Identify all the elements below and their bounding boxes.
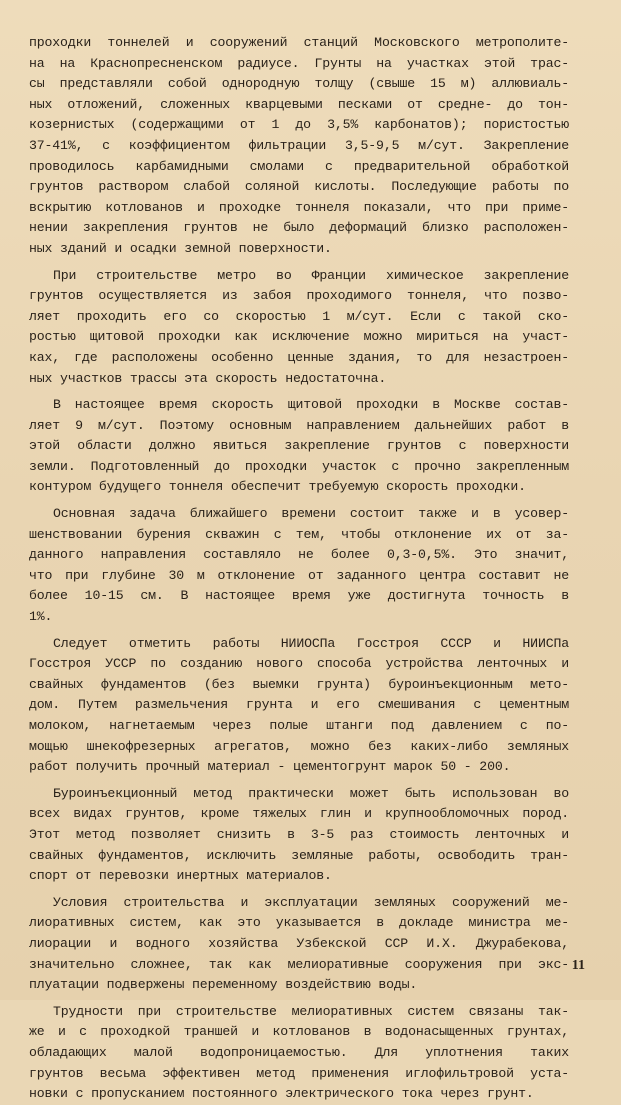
paragraph [29,266,569,390]
text-line: вскрытию котлованов и проходке тоннеля показали, что при приме- [29,199,569,215]
text-line: обладающих малой водопроницаемостью. Для уплотнения таких [29,1044,569,1060]
text-line: Условия строительства и эксплуатации земляных сооружений ме- [53,894,569,910]
text-line: данного направления составляло не более 0,3-0,5%. Это значит, [29,547,569,563]
text-line: Трудности при строительстве мелиоративных систем связаны так- [53,1003,569,1019]
page-number: 11 [571,958,585,973]
text-column [29,33,569,1105]
text-line: свайных фундаментов (без выемки грунта) буроинъекционным мето- [29,676,569,692]
text-line: на на Краснопресненском радиусе. Грунты на участках этой трас- [29,55,569,71]
paragraph [29,395,569,498]
text-line: ных отложений, сложенных кварцевыми песками от средне- до тон- [29,96,569,112]
text-line: земли. Подготовленный до проходки участок с прочно закрепленным [29,458,569,474]
text-line: значительно сложнее, так как мелиоративные сооружения при экс- [29,956,569,972]
text-line: ляет проходить его со скоростью 1 м/сут. Если с такой ско- [29,308,569,324]
text-line: спорт от перевозки инертных материалов. [29,868,332,884]
paragraph [29,1002,569,1105]
text-line: Основная задача ближайшего времени состоит также и в усовер- [53,506,569,522]
text-line: сы представляли собой однородную толщу (свыше 15 м) аллювиаль- [29,76,569,92]
text-line: новки с пропусканием постоянного электрического тока через грунт. [29,1086,534,1102]
paragraph [29,634,569,778]
paragraph [29,33,569,260]
text-line: шенствовании бурения скважин с тем, чтобы отклонение их от за- [29,526,569,542]
text-line: молоком, нагнетаемым через полые штанги под давлением с по- [29,718,569,733]
text-line: При строительстве метро во Франции химическое закрепление [53,267,569,283]
text-line: нении закрепления грунтов не было деформаций близко расположен- [29,220,569,236]
text-line: проходки тоннелей и сооружений станций Московского метрополите- [29,35,569,50]
text-line: 37-41%, с коэффициентом фильтрации 3,5-9,5 м/сут. Закрепление [29,137,569,153]
text-line: ных участков трассы эта скорость недостаточна. [29,370,387,386]
text-line: дом. Путем размельчения грунта и его смешивания с цементным [29,697,569,713]
text-line: 1%. [29,609,53,625]
text-line: более 10-15 см. В настоящее время уже достигнута точность в [29,588,569,604]
text-line: Этот метод позволяет снизить в 3-5 раз стоимость ленточных и [29,826,569,842]
text-line: же и с проходкой траншей и котлованов в водонасыщенных грунтах, [29,1024,569,1040]
text-line: этой области должно явиться закрепление грунтов с поверхности [29,438,569,454]
text-line: Следует отметить работы НИИОСПа Госстроя СССР и НИИСПа [53,635,569,651]
text-line: работ получить прочный материал - цементогрунт марок 50 - 200. [29,759,511,775]
text-line: плуатации подвержены переменному воздействию воды. [29,977,418,993]
text-line: ляет 9 м/сут. Поэтому основным направлением дальнейших работ в [29,417,569,433]
text-line: козернистых (содержащими от 1 до 3,5% карбонатов); пористостью [29,117,569,133]
text-line: что при глубине 30 м отклонение от заданного центра составит не [29,567,569,583]
text-line: Госстроя УССР по созданию нового способа устройства ленточных и [29,656,569,672]
paragraph [29,504,569,628]
paragraph [29,893,569,996]
text-line: Буроинъекционный метод практически может быть использован во [53,785,569,801]
text-line: В настоящее время скорость щитовой проходки в Москве состав- [53,397,569,413]
text-line: всех видах грунтов, кроме тяжелых глин и крупнообломочных пород. [29,806,569,822]
text-line: грунтов осуществляется из забоя проходимого тоннеля, что позво- [29,288,569,304]
text-line: грунтов весьма эффективен метод применения иглофильтровой уста- [29,1065,569,1081]
text-line: лиоративных систем, как это указывается в докладе министра ме- [29,915,569,931]
text-line: ных зданий и осадки земной поверхности. [29,240,332,256]
text-line: ках, где расположены особенно ценные здания, то для незастроен- [29,349,569,365]
text-line: проводилось карбамидными смолами с предварительной обработкой [29,158,569,174]
text-line: мощью шнекофрезерных агрегатов, можно без каких-либо земляных [29,738,569,754]
text-line: грунтов раствором слабой соляной кислоты. Последующие работы по [29,179,569,195]
text-line: контуром будущего тоннеля обеспечит требуемую скорость проходки. [29,479,526,495]
text-line: свайных фундаментов, исключить земляные работы, освободить тран- [29,847,569,863]
text-line: лиорации и водного хозяйства Узбекской ССР И.Х. Джурабекова, [29,935,569,951]
paragraph [29,784,569,887]
text-line: ростью щитовой проходки как исключение можно мириться на участ- [29,329,569,345]
